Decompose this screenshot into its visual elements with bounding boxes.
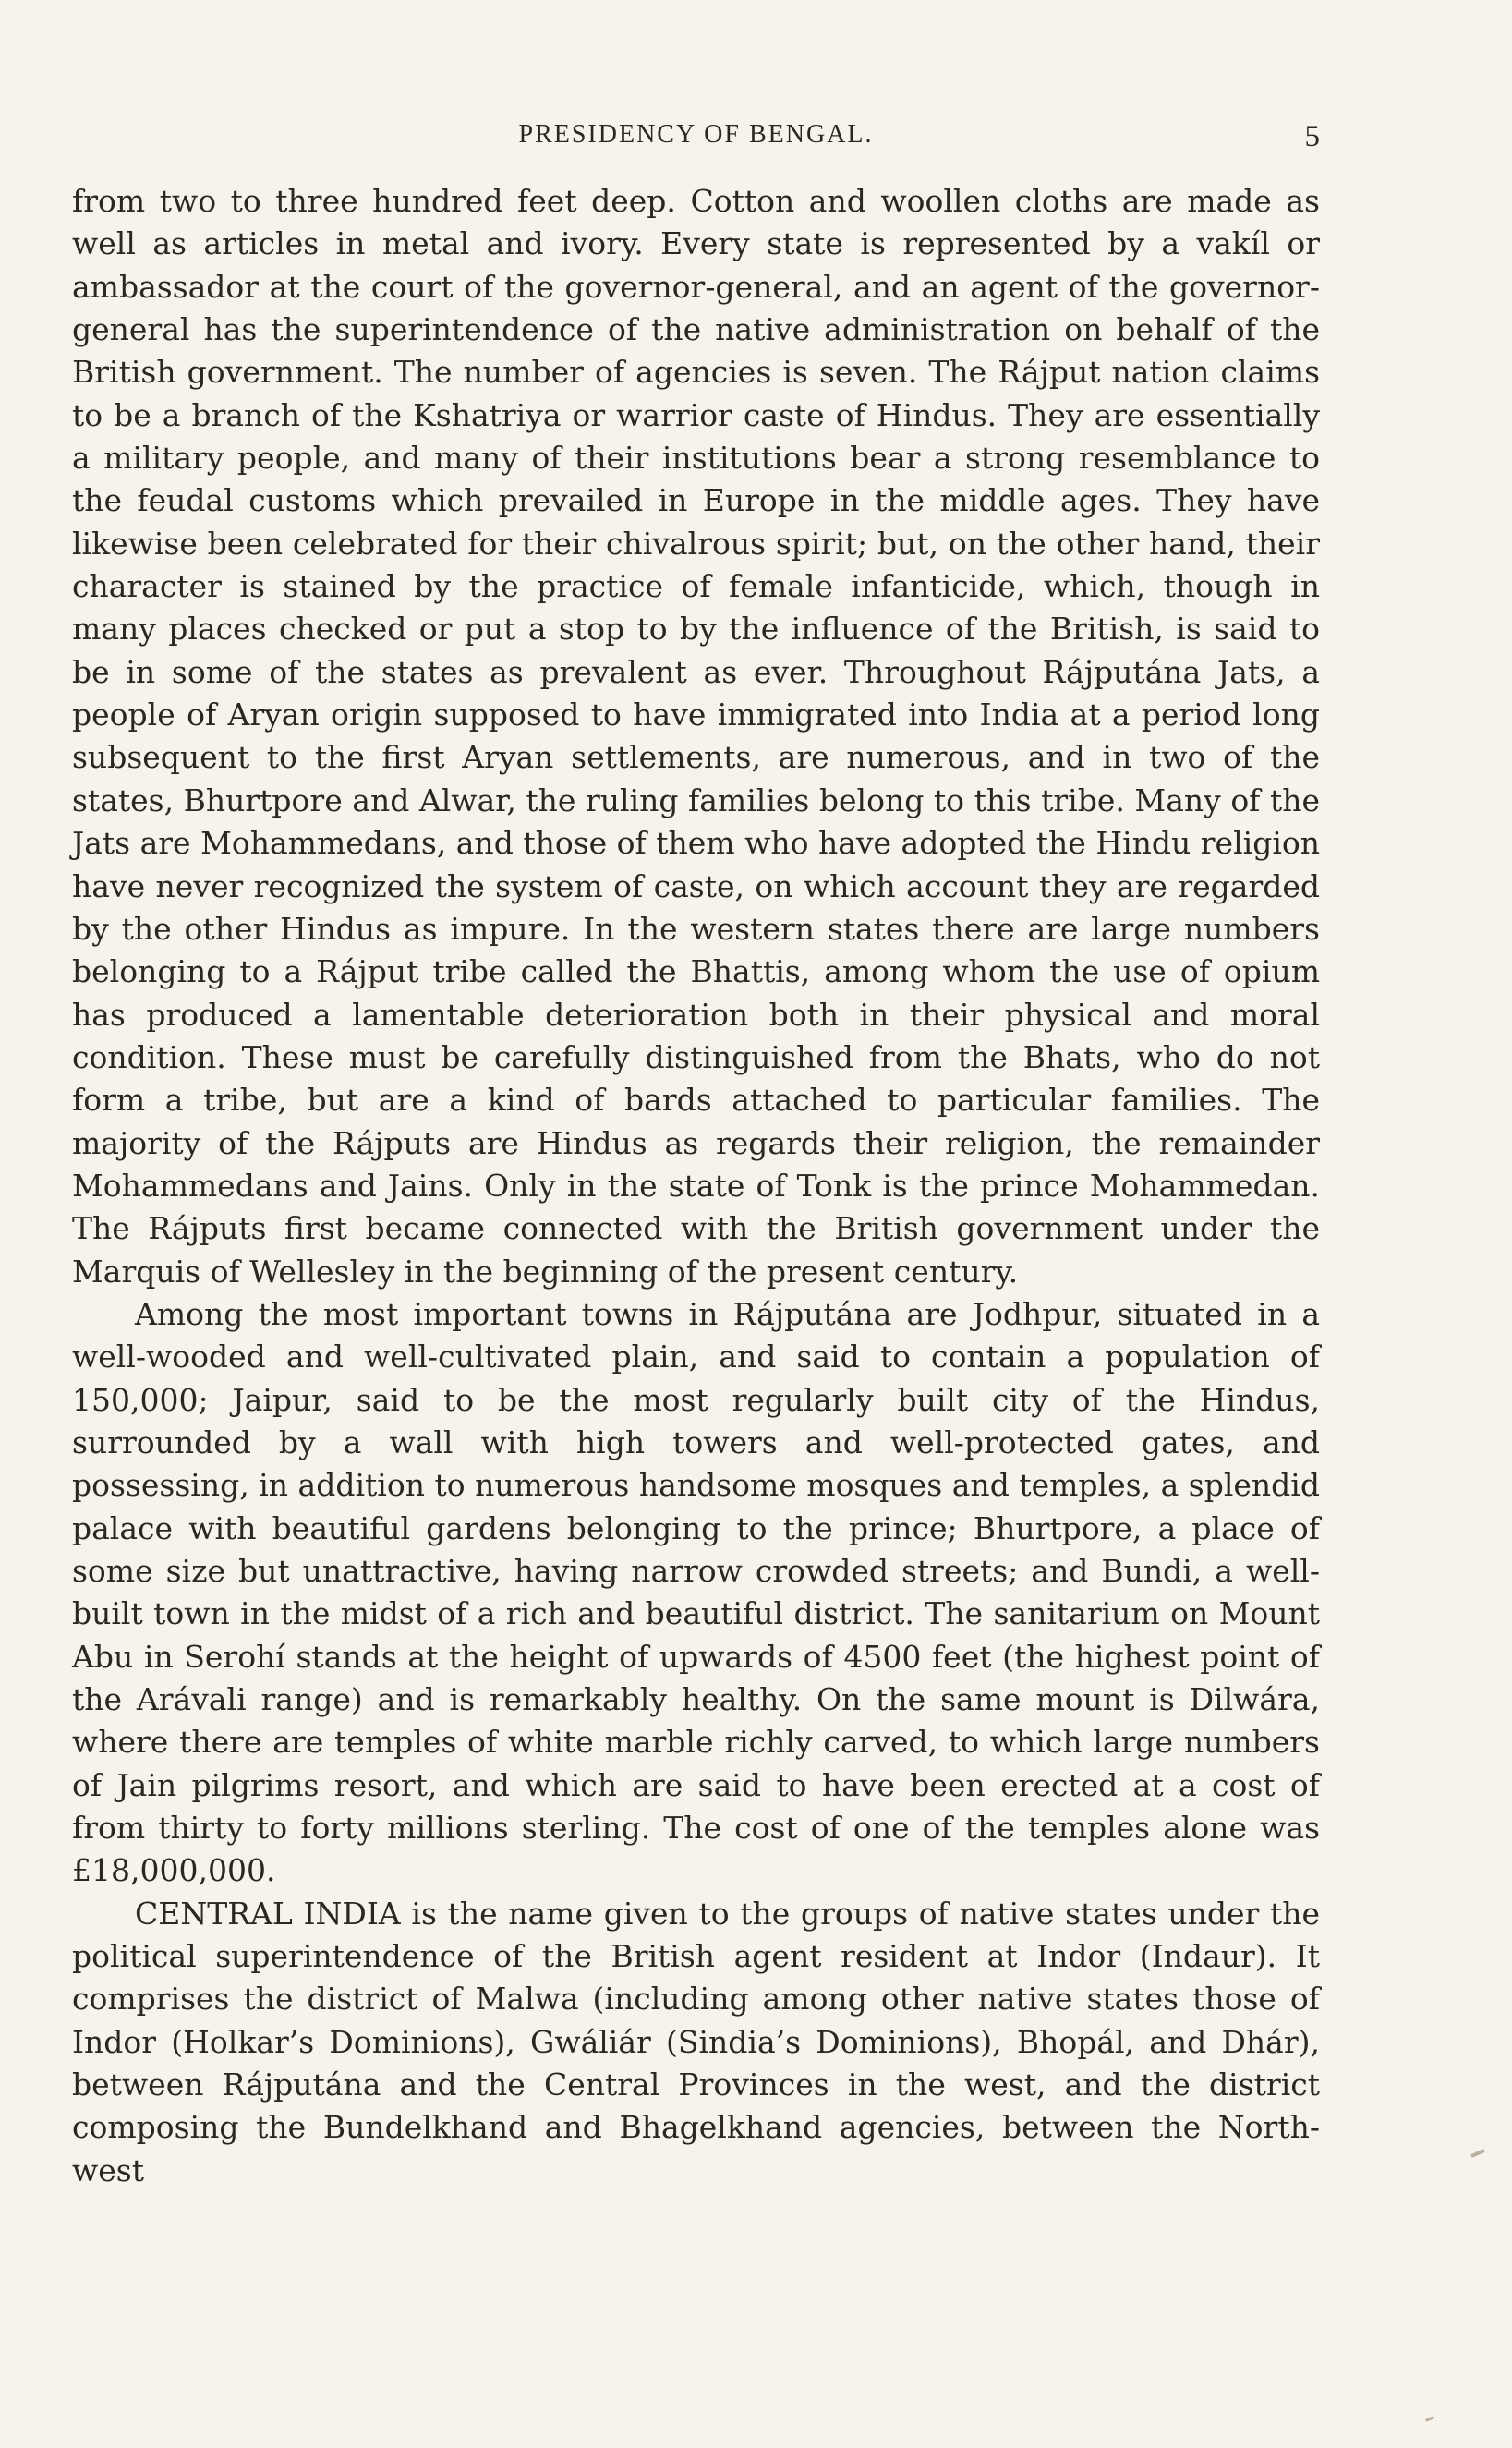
paragraph-rajputana-towns: Among the most important towns in Rájputána are Jodhpur, situated in a well-wooded and well-cultivated plain, and said to contain a population of 150,000; Jaipur, said to be the most regularly built city of the Hindus, surrounded by a wall with high towers and well-protected gates, and possessing, in addition to numerous handsome mosques and temples, a splendid palace with beautiful gardens belonging to the prince; Bhurtpore, a place of some size but unattractive, having narrow crowded streets; and Bundi, a well-built town in the midst of a rich and beautiful district. The sanitarium on Mount Abu in Serohí stands at the height of upwards of 4500 feet (the highest point of the Arávali range) and is remarkably healthy. On the same mount is Dilwára, where there are temples of white marble richly carved, to which large numbers of Jain pilgrims resort, and which are said to have been erected at a cost of from thirty to forty millions sterling. The cost of one of the temples alone was £18,000,000. <box>72 1295 1320 1889</box>
page-speck <box>1470 2149 1485 2158</box>
page-number: 5 <box>1304 120 1320 153</box>
paragraph-rajput-description: from two to three hundred feet deep. Cotton and woollen cloths are made as well as articles in metal and ivory. Every state is represented by a vakíl or ambassador at the court of the governor-general, and an agent of the governor-general has the superintendence of the native administration on behalf of the British government. The number of agencies is seven. The Rájput nation claims to be a branch of the Kshatriya or warrior caste of Hindus. They are essentially a military people, and many of their institutions bear a strong resemblance to the feudal customs which prevailed in Europe in the middle ages. They have likewise been celebrated for their chivalrous spirit; but, on the other hand, their character is stained by the practice of female infanticide, which, though in many places checked or put a stop to by the influence of the British, is said to be in some of the states as prevalent as ever. Throughout Rájputána Jats, a people of Aryan origin supposed to have immigrated into India at a period long subsequent to the first Aryan settlements, are numerous, and in two of the states, Bhurtpore and Alwar, the ruling families belong to this tribe. Many of the Jats are Mohammedans, and those of them who have adopted the Hindu religion have never recognized the system of caste, on which account they are regarded by the other Hindus as impure. In the western states there are large numbers belonging to a Rájput tribe called the Bhattis, among whom the use of opium has produced a lamentable deterioration both in their physical and moral condition. These must be carefully distinguished from the Bhats, who do not form a tribe, but are a kind of bards attached to particular families. The majority of the Rájputs are Hindus as regards their religion, the remainder Mohammedans and Jains. Only in the state of Tonk is the prince Mohammedan. The Rájputs first became connected with the British government under the Marquis of Wellesley in the beginning of the present century. <box>72 183 1320 1290</box>
paragraph-central-india: CENTRAL INDIA is the name given to the groups of native states under the political superintendence of the British agent resident at Indor (Indaur). It comprises the district of Malwa (including among other native states those of Indor (Holkar’s Dominions), Gwáliár (Sindia’s Dominions), Bhopál, and Dhár), between Rájputána and the Central Provinces in the west, and the district composing the Bundelkhand and Bhagelkhand agencies, between the North-west <box>72 1895 1320 2188</box>
page-speck <box>1425 2416 1434 2422</box>
running-head: PRESIDENCY OF BENGAL. <box>518 120 874 149</box>
body-text <box>72 180 1320 2192</box>
page-header <box>72 120 1320 157</box>
